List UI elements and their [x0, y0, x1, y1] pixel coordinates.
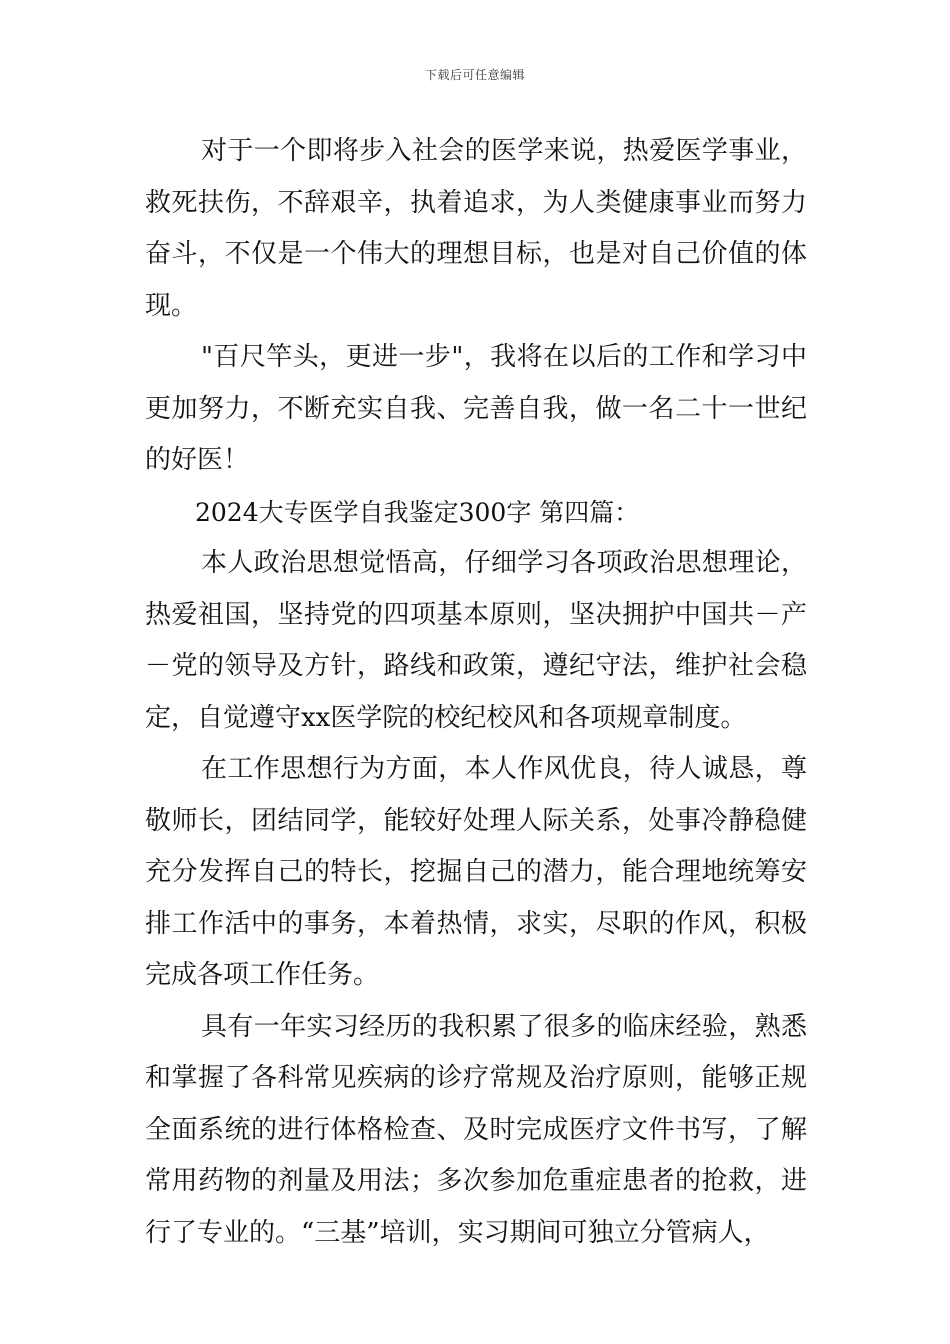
paragraph-work-conduct: 在工作思想行为方面，本人作风优良，待人诚恳，尊敬师长，团结同学，能较好处理人际关系，处事冷静稳健充分发挥自己的特长，挖掘自己的潜力，能合理地统筹安排工作活中的事务，本着热情，求实，尽职的作风，积极完成各项工作任务。	[145, 754, 807, 990]
paragraph-medical-ideal: 对于一个即将步入社会的医学来说，热爱医学事业，救死扶伤，不辞艰辛，执着追求，为人类健康事业而努力奋斗，不仅是一个伟大的理想目标，也是对自己价值的体现。	[145, 136, 807, 321]
paragraph-progress-pledge: "百尺竿头，更进一步"，我将在以后的工作和学习中更加努力，不断充实自我、完善自我，做一名二十一世纪的好医！	[145, 342, 807, 475]
document-body	[145, 126, 807, 1259]
section-heading: 2024大专医学自我鉴定300字 第四篇：	[195, 497, 640, 527]
download-note: 下载后可任意编辑	[424, 68, 525, 82]
paragraph-clinical-experience: 具有一年实习经历的我积累了很多的临床经验，熟悉和掌握了各科常见疾病的诊疗常规及治疗原则，能够正规全面系统的进行体格检查、及时完成医疗文件书写，了解常用药物的剂量及用法；多次参加危重症患者的抢救，进行了专业的。“三基”培训，实习期间可独立分管病人，	[145, 1011, 807, 1248]
paragraph-political-thought: 本人政治思想觉悟高，仔细学习各项政治思想理论，热爱祖国，坚持党的四项基本原则，坚决拥护中国共－产－党的领导及方针，路线和政策，遵纪守法，维护社会稳定，自觉遵守xx医学院的校纪校风和各项规章制度。	[145, 548, 807, 733]
